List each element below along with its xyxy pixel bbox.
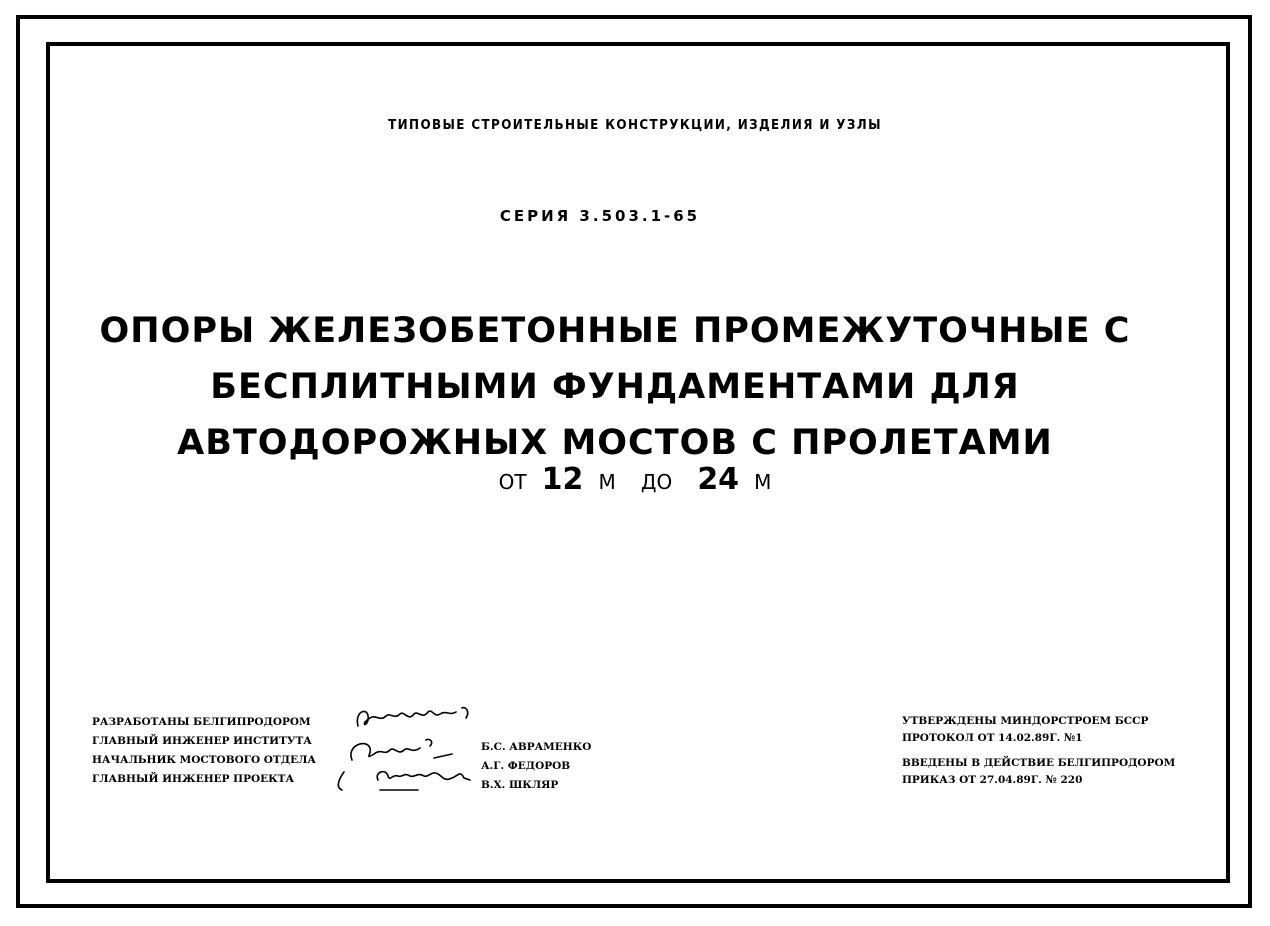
signature-1 bbox=[357, 708, 467, 726]
signature-2 bbox=[338, 739, 452, 790]
enacted-line-1: ВВЕДЕНЫ В ДЕЙСТВИЕ БЕЛГИПРОДОРОМ bbox=[902, 757, 1176, 769]
role-chief-project-engineer: ГЛАВНЫЙ ИНЖЕНЕР ПРОЕКТА bbox=[92, 773, 295, 785]
handwritten-signatures bbox=[330, 698, 490, 808]
role-chief-engineer-institute: ГЛАВНЫЙ ИНЖЕНЕР ИНСТИТУТА bbox=[92, 735, 312, 747]
title-line-3: АВТОДОРОЖНЫХ МОСТОВ С ПРОЛЕТАМИ bbox=[177, 423, 1053, 463]
role-developer: РАЗРАБОТАНЫ БЕЛГИПРОДОРОМ bbox=[92, 716, 311, 728]
role-bridge-department-head: НАЧАЛЬНИК МОСТОВОГО ОТДЕЛА bbox=[92, 754, 316, 766]
name-shklyar: В.Х. ШКЛЯР bbox=[481, 779, 559, 791]
enacted-line-2: ПРИКАЗ ОТ 27.04.89Г. № 220 bbox=[902, 774, 1083, 786]
approved-line-2: ПРОТОКОЛ ОТ 14.02.89Г. №1 bbox=[902, 732, 1083, 744]
series-number: СЕРИЯ 3.503.1-65 bbox=[499, 207, 701, 225]
title-line-2: БЕСПЛИТНЫМИ ФУНДАМЕНТАМИ ДЛЯ bbox=[210, 367, 1020, 407]
signature-3 bbox=[377, 772, 470, 790]
title-line-1: ОПОРЫ ЖЕЛЕЗОБЕТОННЫЕ ПРОМЕЖУТОЧНЫЕ С bbox=[99, 311, 1131, 351]
range-unit-1: М bbox=[598, 470, 616, 494]
range-to-value: 24 bbox=[697, 462, 740, 497]
name-fedorov: А.Г. ФЕДОРОВ bbox=[481, 760, 571, 772]
range-to-label: ДО bbox=[640, 470, 673, 494]
range-from-label: ОТ bbox=[498, 470, 527, 494]
approval-block bbox=[902, 713, 1175, 789]
credits-names bbox=[481, 738, 591, 795]
name-avramenko: Б.С. АВРАМЕНКО bbox=[481, 741, 592, 753]
credits-roles bbox=[92, 713, 316, 789]
range-unit-2: М bbox=[754, 470, 772, 494]
document-header: ТИПОВЫЕ СТРОИТЕЛЬНЫЕ КОНСТРУКЦИИ, ИЗДЕЛИЯ И УЗЛЫ bbox=[388, 118, 882, 133]
document-title bbox=[0, 303, 1230, 471]
range-from-value: 12 bbox=[541, 462, 584, 497]
span-range bbox=[0, 462, 1270, 497]
approved-line-1: УТВЕРЖДЕНЫ МИНДОРСТРОЕМ БССР bbox=[902, 715, 1149, 727]
